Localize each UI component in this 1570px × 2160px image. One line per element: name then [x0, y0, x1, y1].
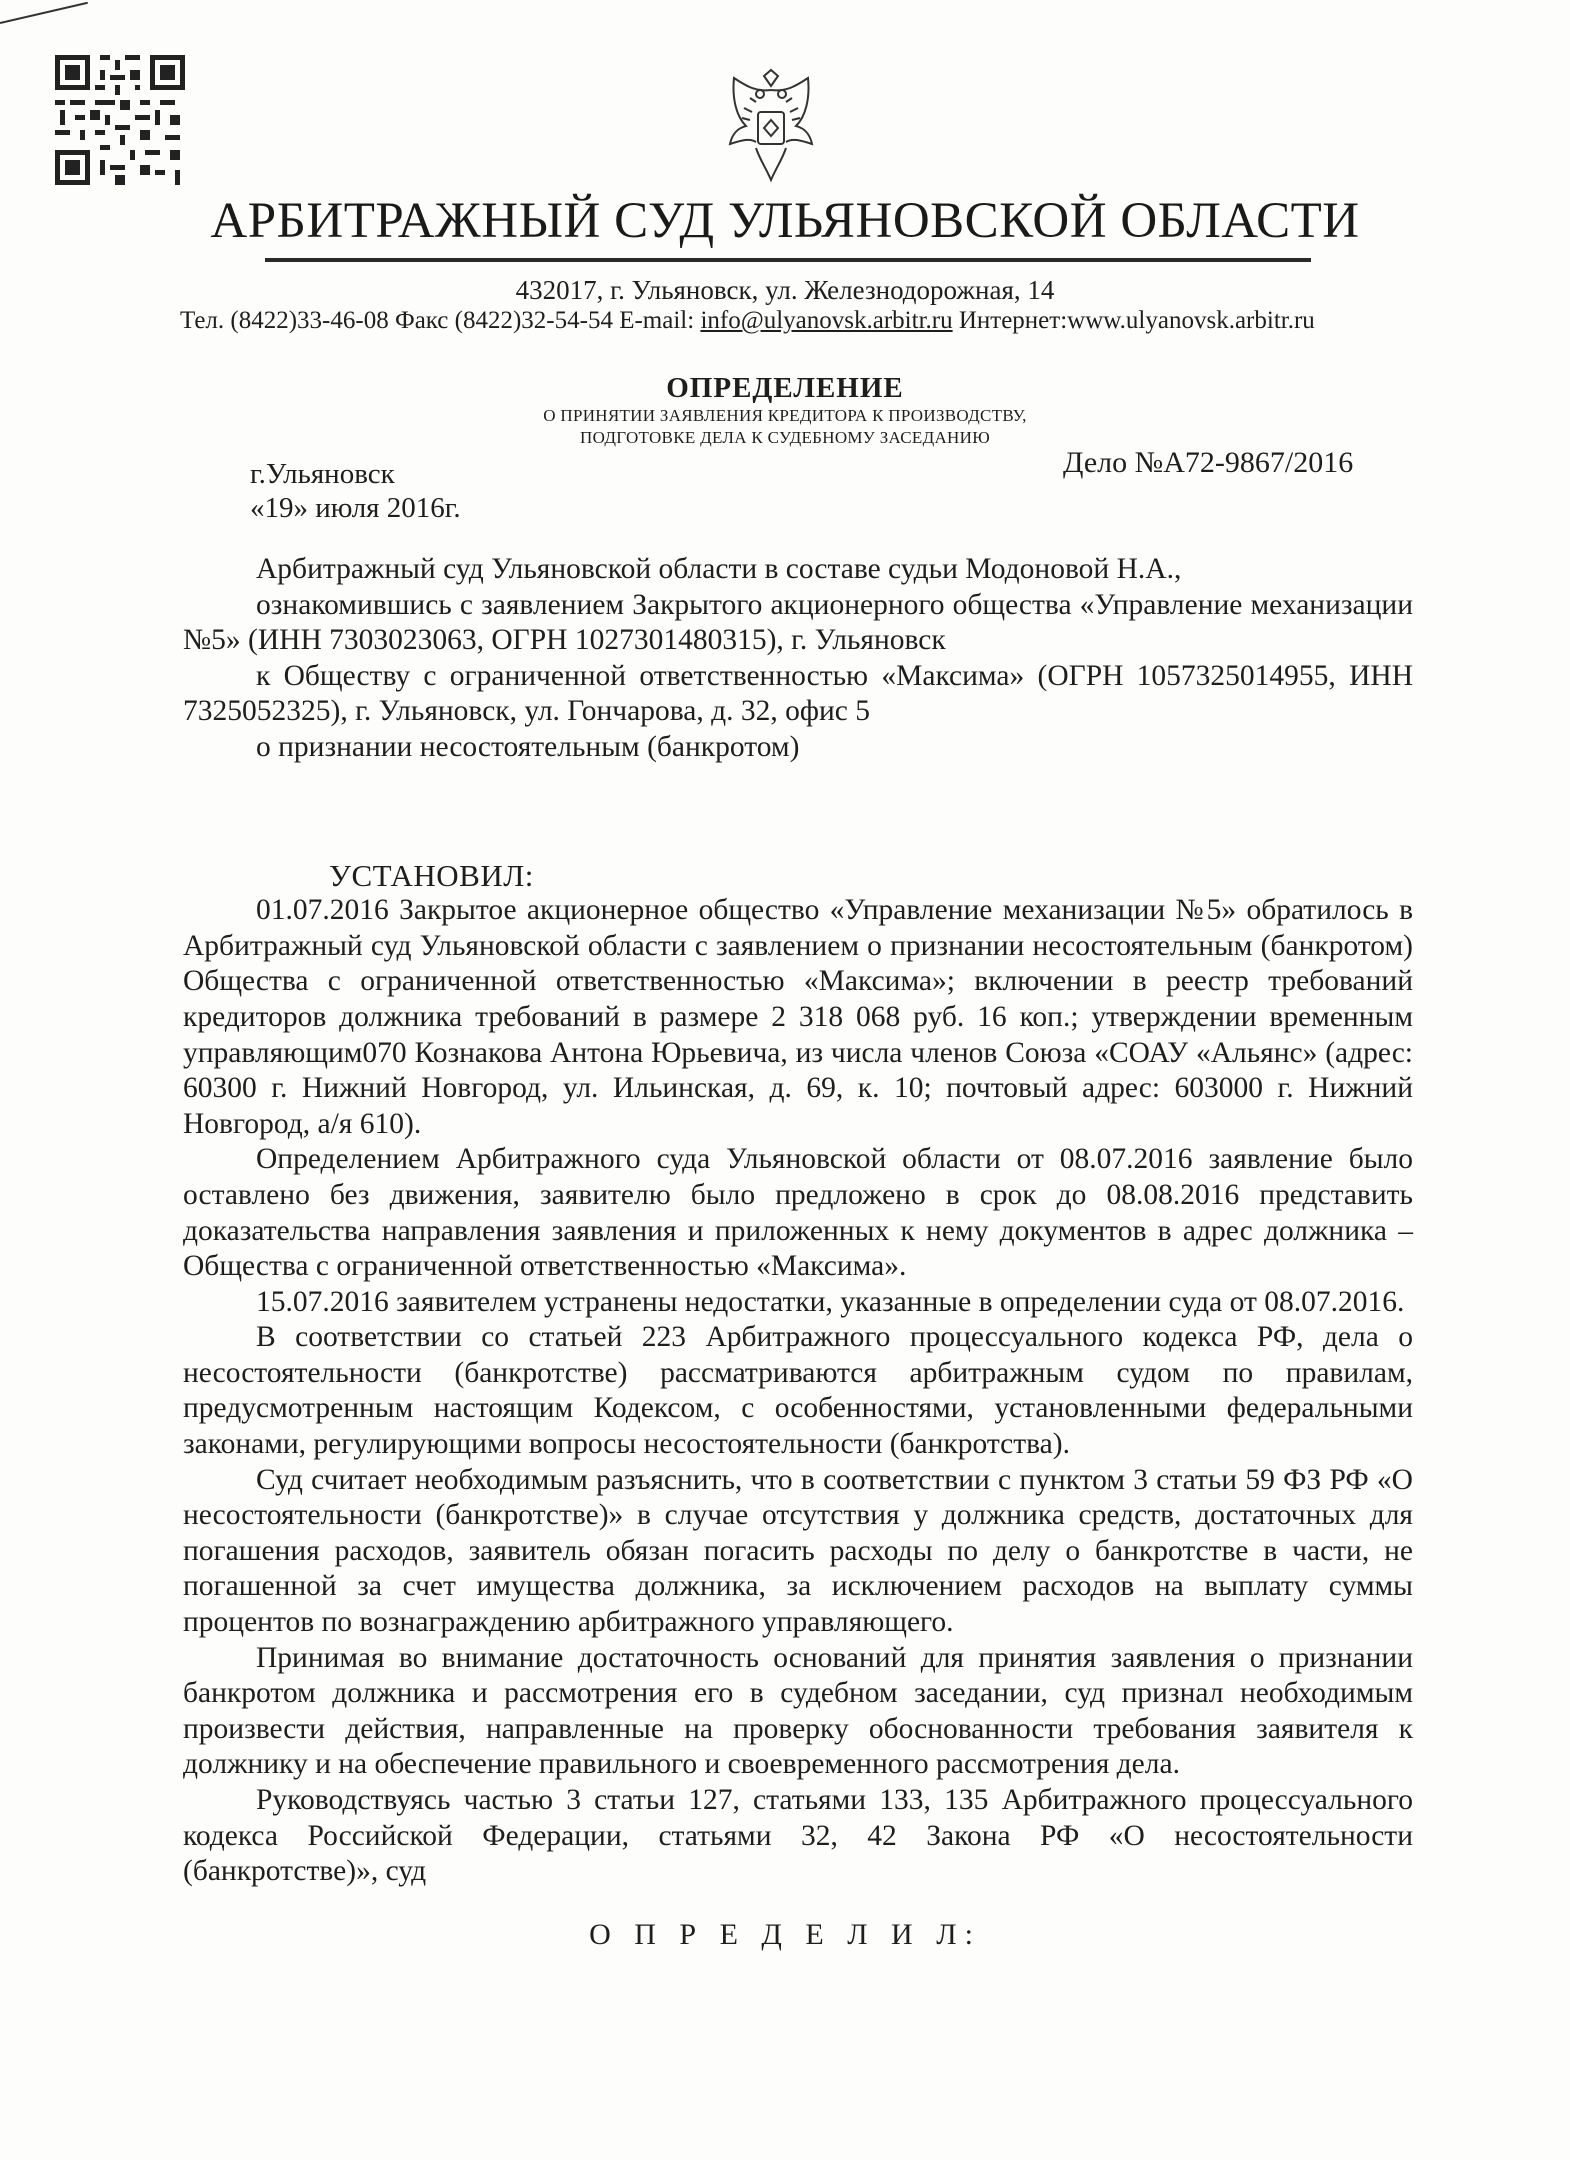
paragraph-left-without-motion: Определением Арбитражного суда Ульяновской области от 08.07.2016 заявление было оставлено без движения, заявителю было предложено в срок до 08.08.2016 представить доказательства направления заявления и приложенных к нему документов в адрес должника – Общества с ограниченной ответственностью «Максима». — [183, 1143, 1413, 1283]
court-name: АРБИТРАЖНЫЙ СУД УЛЬЯНОВСКОЙ ОБЛАСТИ — [210, 193, 1360, 249]
resolved-heading: О П Р Е Д Е Л И Л: — [589, 1918, 981, 1951]
court-contacts — [180, 307, 1400, 335]
scan-artifact-line — [0, 2, 88, 24]
document-date: «19» июля 2016г. — [250, 492, 461, 524]
paragraph-defects-eliminated: 15.07.2016 заявителем устранены недостатки, указанные в определении суда от 08.07.2016. — [256, 1285, 1405, 1318]
paragraph-article-223: В соответствии со статьей 223 Арбитражного процессуального кодекса РФ, дела о несостоятельности (банкротстве) рассматриваются арбитражным судом по правилам, предусмотренным настоящим Кодексом, с особенностями, установленными федеральными законами, регулирующими вопросы несостоятельности (банкротства). — [183, 1321, 1413, 1461]
paragraph-article-59: Суд считает необходимым разъяснить, что в соответствии с пунктом 3 статьи 59 ФЗ РФ «О несостоятельности (банкротстве)» в случае отсутствия у должника средств, достаточных для погашения расходов, заявитель обязан погасить расходы по делу о банкротстве в части, не погашенной за счет имущества должника, за исключением расходов на выплату суммы процентов по вознаграждению арбитражного управляющего. — [183, 1463, 1413, 1639]
paragraph-guided-by: Руководствуясь частью 3 статьи 127, статьями 133, 135 Арбитражного процессуального кодекса Российской Федерации, статьями 32, 42 Закона РФ «О несостоятельности (банкротстве)», суд — [183, 1784, 1413, 1888]
case-number: Дело №А72-9867/2016 — [1063, 446, 1354, 479]
established-heading: УСТАНОВИЛ: — [329, 857, 534, 893]
document-type: ОПРЕДЕЛЕНИЕ — [666, 372, 904, 404]
document-city: г.Ульяновск — [250, 458, 395, 490]
paragraph-debtor: к Обществу с ограниченной ответственностью «Максима» (ОГРН 1057325014955, ИНН 7325052325), г. Ульяновск, ул. Гончарова, д. 32, офис 5 — [183, 659, 1413, 728]
coat-of-arms-icon — [716, 68, 826, 188]
court-address: 432017, г. Ульяновск, ул. Железнодорожная, 14 — [515, 275, 1055, 305]
paragraph-grounds: Принимая во внимание достаточность оснований для принятия заявления о признании банкротом должника и рассмотрения его в судебном заседании, суд признал необходимым произвести действия, направленные на проверку обоснованности требования заявителя к должнику и на обеспечение правильного и своевременного рассмотрения дела. — [183, 1641, 1413, 1781]
paragraph-subject: о признании несостоятельным (банкротом) — [256, 730, 800, 763]
document-body — [183, 552, 1413, 1890]
spacer — [183, 766, 1413, 858]
court-email-link[interactable]: info@ulyanovsk.arbitr.ru — [700, 307, 953, 334]
court-phone: Тел. (8422)33-46-08 Факс (8422)32-54-54 E-mail: — [180, 307, 701, 334]
header-divider — [265, 258, 1311, 262]
document-subtitle-line2: ПОДГОТОВКЕ ДЕЛА К СУДЕБНОМУ ЗАСЕДАНИЮ — [580, 428, 990, 447]
paragraph-application-filed: 01.07.2016 Закрытое акционерное общество «Управление механизации №5» обратилось в Арбитражный суд Ульяновской области с заявлением о признании несостоятельным (банкротом) Общества с ограниченной ответственностью «Максима»; включении в реестр требований кредиторов должника требований в размере 2 318 068 руб. 16 коп.; утверждении временным управляющим070 Кознакова Антона Юрьевича, из числа членов Союза «СОАУ «Альянс» (адрес: 60300 г. Нижний Новгород, ул. Ильинская, д. 69, к. 10; почтовый адрес: 603000 г. Нижний Новгород, а/я 610). — [183, 894, 1413, 1140]
court-website: Интернет:www.ulyanovsk.arbitr.ru — [952, 307, 1315, 334]
qr-code-icon — [55, 55, 185, 185]
document-subtitle-line1: О ПРИНЯТИИ ЗАЯВЛЕНИЯ КРЕДИТОРА К ПРОИЗВОДСТВУ, — [543, 406, 1027, 425]
paragraph-applicant: ознакомившись с заявлением Закрытого акционерного общества «Управление механизации №5» (ИНН 7303023063, ОГРН 1027301480315), г. Ульяновск — [183, 588, 1413, 657]
paragraph-court-composition: Арбитражный суд Ульяновской области в составе судьи Модоновой Н.А., — [256, 553, 1182, 585]
